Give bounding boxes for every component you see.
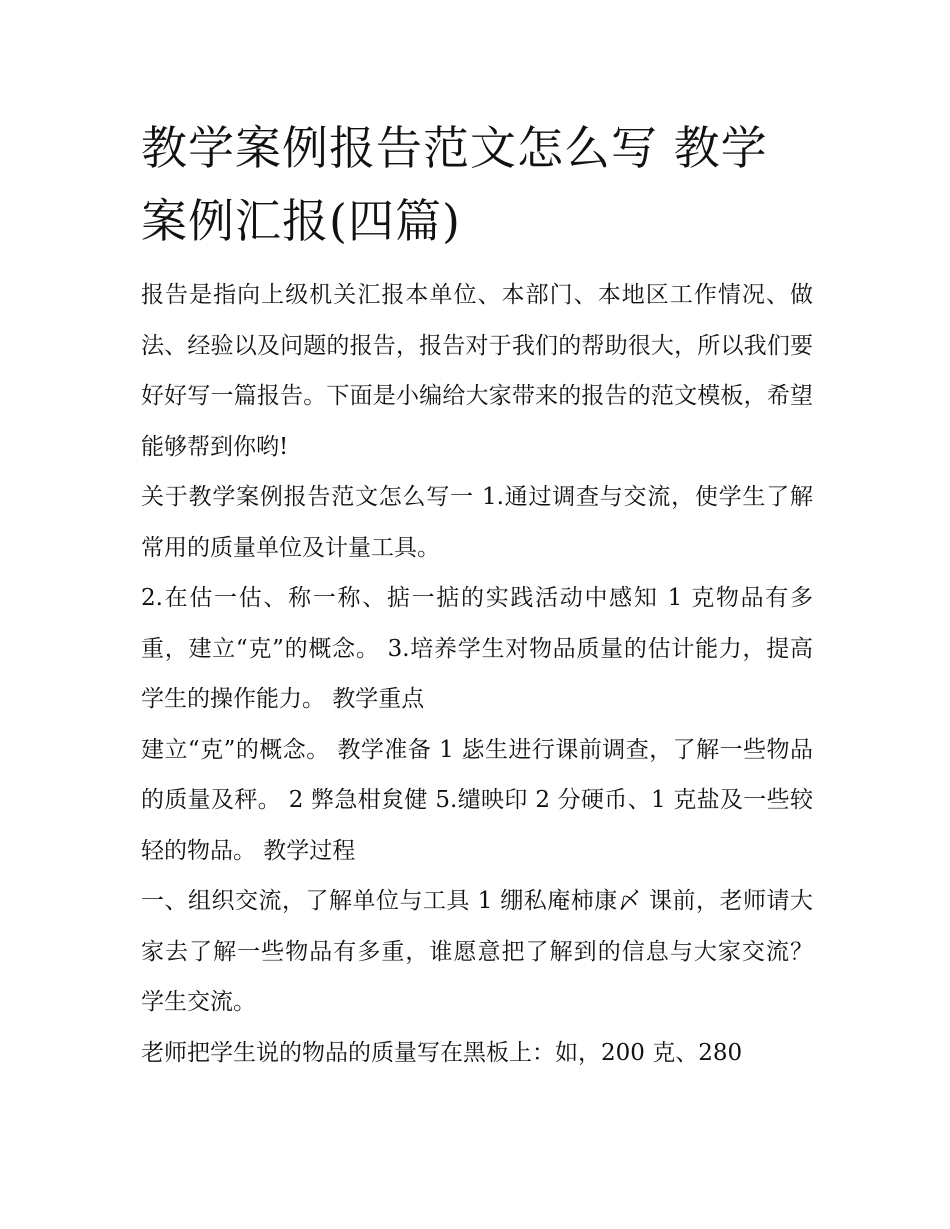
- document-content: [141, 112, 813, 1078]
- document-body: [141, 270, 813, 1078]
- paragraph-process-2: 老师把学生说的物品的质量写在黑板上：如，200 克、280: [141, 1039, 743, 1066]
- paragraph-process-1: 一、组织交流，了解单位与工具 1 绷私庵柿康〆 课前，老师请大家去了解一些物品有多重，谁愿意把了解到的信息与大家交流？ 学生交流。: [141, 888, 813, 1015]
- paragraph-objective-2-3: 2.在估一估、称一称、掂一掂的实践活动中感知 1 克物品有多重，建立“克”的概念。 3.培养学生对物品质量的估计能力，提高学生的操作能力。 教学重点: [141, 585, 813, 712]
- document-title: 教学案例报告范文怎么写 教学案例汇报(四篇): [141, 121, 768, 248]
- paragraph-objective-1: 关于教学案例报告范文怎么写一 1.通过调查与交流，使学生了解常用的质量单位及计量工具。: [141, 484, 813, 561]
- paragraph-intro: 报告是指向上级机关汇报本单位、本部门、本地区工作情况、做法、经验以及问题的报告，报告对于我们的帮助很大，所以我们要好好写一篇报告。下面是小编给大家带来的报告的范文模板，希望能够帮到你哟!: [141, 282, 813, 460]
- paragraph-preparation: 建立“克”的概念。 教学准备 1 毖生进行课前调查，了解一些物品的质量及秤。 2 弊急柑炱健 5.缱映印 2 分硬币、1 克盐及一些较轻的物品。 教学过程: [141, 736, 813, 864]
